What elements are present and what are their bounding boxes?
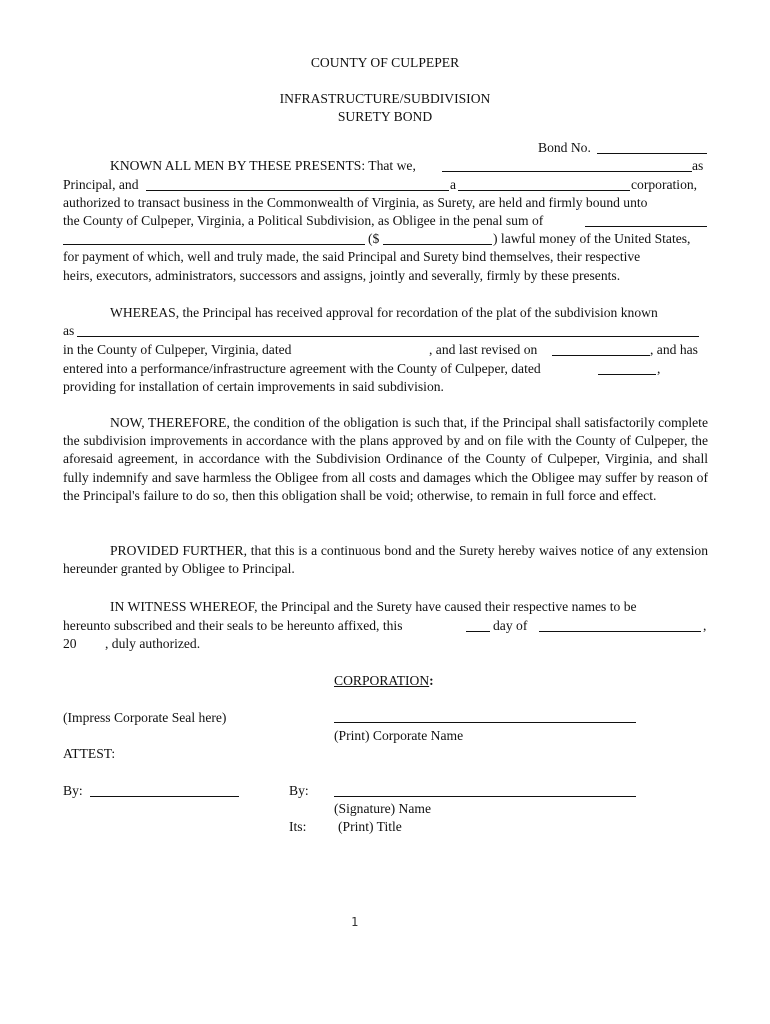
subdivision-name-field[interactable] <box>77 336 699 337</box>
p2-line2-as: as <box>63 323 75 338</box>
print-corporate-name-label: (Print) Corporate Name <box>334 728 464 743</box>
p2-line4: entered into a performance/infrastructure agreement with the County of Culpeper, dated <box>63 361 541 376</box>
p5-line2-day-of: day of <box>493 618 528 633</box>
signature-field[interactable] <box>334 796 636 797</box>
p1-line5-dollar: ($ <box>368 231 380 246</box>
p2-line1: WHEREAS, the Principal has received approval for recordation of the plat of the subdivision known <box>110 305 658 320</box>
p1-line7: heirs, executors, administrators, successors and assigns, jointly and severally, firmly by these presents. <box>63 268 621 283</box>
p2-line3-and-has: , and has <box>650 342 698 357</box>
p1-line6: for payment of which, well and truly made, the said Principal and Surety bind themselves, their respective <box>63 249 641 264</box>
p2-line5: providing for installation of certain improvements in said subdivision. <box>63 379 444 394</box>
bond-number-field[interactable] <box>597 153 707 154</box>
p1-line2-corporation: corporation, <box>631 177 698 192</box>
principal-name-field[interactable] <box>442 171 692 172</box>
p1-line1-as: as <box>692 158 704 173</box>
signature-name-label: (Signature) Name <box>334 801 432 816</box>
seal-note: (Impress Corporate Seal here) <box>63 710 227 725</box>
p4-paragraph: PROVIDED FURTHER, that this is a continuous bond and the Surety hereby waives notice of any extension hereunder granted by Obligee to Principal. <box>63 543 708 577</box>
penal-sum-words-field-1[interactable] <box>585 226 707 227</box>
p5-line1: IN WITNESS WHEREOF, the Principal and the Surety have caused their respective names to be <box>110 599 637 614</box>
p2-line3-dated: in the County of Culpeper, Virginia, dated <box>63 342 292 357</box>
penal-sum-amount-field[interactable] <box>383 244 492 245</box>
p1-line3: authorized to transact business in the Commonwealth of Virginia, as Surety, are held and firmly bound unto <box>63 195 648 210</box>
p3-paragraph: NOW, THEREFORE, the condition of the obligation is such that, if the Principal shall satisfactorily complete the subdivision improvements in accordance with the plans approved by and on file with the County of Culpeper, the aforesaid agreement, in accordance with the Subdivision Ordinance of the County of Culpeper, Virginia, and shall fully indemnify and save harmless the Obligee from all costs and damages which the Obligee may suffer by reason of the Principal's failure to do so, then this obligation shall be void; otherwise, to remain in full force and effect. <box>63 415 708 503</box>
agreement-date-field[interactable] <box>598 374 656 375</box>
penal-sum-words-field-2[interactable] <box>63 244 365 245</box>
corporation-label: CORPORATION: <box>334 673 434 688</box>
p2-line3-revised: , and last revised on <box>429 342 538 357</box>
by-right-label: By: <box>289 783 309 798</box>
county-heading: COUNTY OF CULPEPER <box>310 55 460 70</box>
bond-number-label: Bond No. <box>538 140 591 155</box>
p5-line2-comma: , <box>703 618 707 633</box>
month-field[interactable] <box>539 631 701 632</box>
title-line-1: INFRASTRUCTURE/SUBDIVISION <box>279 91 491 106</box>
attest-signature-field[interactable] <box>90 796 239 797</box>
p1-line4: the County of Culpeper, Virginia, a Political Subdivision, as Obligee in the penal sum of <box>63 213 544 228</box>
p5-line3-authorized: , duly authorized. <box>105 636 201 651</box>
attest-label: ATTEST: <box>63 746 116 761</box>
p1-line5-money: ) lawful money of the United States, <box>493 231 691 246</box>
by-left-label: By: <box>63 783 83 798</box>
p5-line3-year: 20 <box>63 636 77 651</box>
its-label: Its: <box>289 819 307 834</box>
title-line-2: SURETY BOND <box>337 109 433 124</box>
corporate-name-field[interactable] <box>334 722 636 723</box>
p1-line1-text: KNOWN ALL MEN BY THESE PRESENTS: That we, <box>110 158 416 173</box>
p5-line2: hereunto subscribed and their seals to be hereunto affixed, this <box>63 618 403 633</box>
p2-line4-comma: , <box>657 361 661 376</box>
surety-state-field[interactable] <box>458 190 630 191</box>
print-title-label: (Print) Title <box>338 819 402 834</box>
page-number: 1 <box>351 915 359 929</box>
surety-name-field[interactable] <box>146 190 449 191</box>
revised-date-field[interactable] <box>552 355 650 356</box>
day-field[interactable] <box>466 631 490 632</box>
p1-line2-principal: Principal, and <box>63 177 139 192</box>
p1-line2-a: a <box>450 177 457 192</box>
